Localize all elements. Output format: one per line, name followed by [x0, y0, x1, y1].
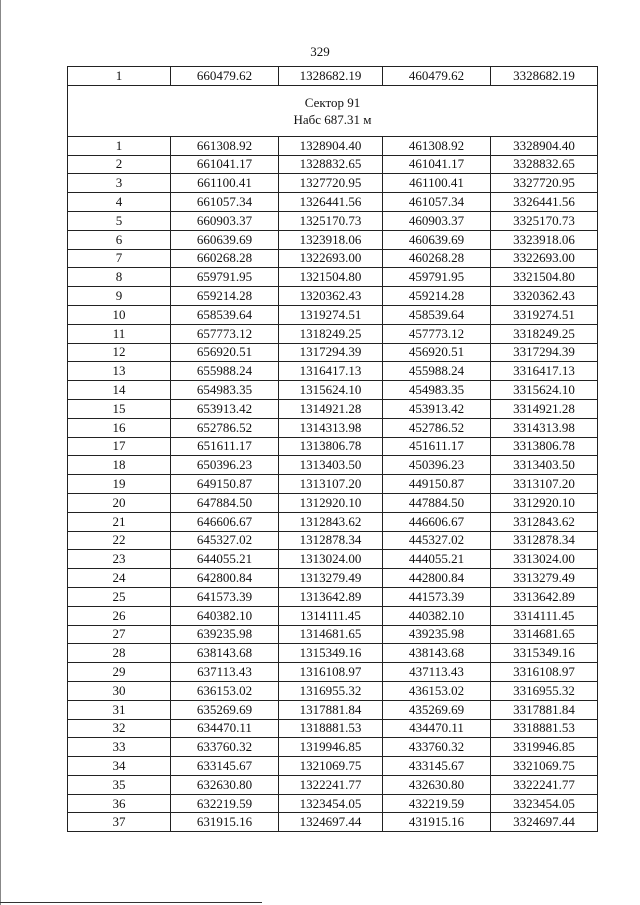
x-local-cell: 661057.34 [171, 193, 279, 212]
y-local-cell: 1324697.44 [279, 813, 383, 832]
table-row [68, 174, 598, 193]
table-row [68, 475, 598, 494]
x-global-cell: 460903.37 [383, 211, 491, 230]
point-number-cell: 30 [68, 681, 171, 700]
y-global-cell: 3312878.34 [491, 531, 598, 550]
table-row [68, 794, 598, 813]
point-number-cell: 33 [68, 738, 171, 757]
point-number-cell: 16 [68, 418, 171, 437]
x-local-cell: 660268.28 [171, 249, 279, 268]
y-local-cell: 1326441.56 [279, 193, 383, 212]
point-number-cell: 7 [68, 249, 171, 268]
y-local-cell: 1319274.51 [279, 305, 383, 324]
y-local-cell: 1323918.06 [279, 230, 383, 249]
x-local-cell: 650396.23 [171, 456, 279, 475]
y-global-cell: 3328682.19 [491, 67, 598, 86]
x-local-cell: 661100.41 [171, 174, 279, 193]
table-row [68, 644, 598, 663]
x-global-cell: 460479.62 [383, 67, 491, 86]
footnote-rule [0, 902, 262, 903]
y-global-cell: 3328904.40 [491, 136, 598, 155]
y-local-cell: 1317294.39 [279, 343, 383, 362]
y-local-cell: 1313403.50 [279, 456, 383, 475]
x-global-cell: 458539.64 [383, 305, 491, 324]
x-global-cell: 436153.02 [383, 681, 491, 700]
table-row [68, 211, 598, 230]
x-local-cell: 661308.92 [171, 136, 279, 155]
table-row [68, 757, 598, 776]
point-number-cell: 12 [68, 343, 171, 362]
table-row [68, 512, 598, 531]
x-local-cell: 632219.59 [171, 794, 279, 813]
y-local-cell: 1320362.43 [279, 287, 383, 306]
x-local-cell: 640382.10 [171, 606, 279, 625]
y-global-cell: 3313642.89 [491, 587, 598, 606]
point-number-cell: 1 [68, 67, 171, 86]
point-number-cell: 25 [68, 587, 171, 606]
x-local-cell: 637113.43 [171, 663, 279, 682]
x-global-cell: 459791.95 [383, 268, 491, 287]
table-row [68, 418, 598, 437]
y-global-cell: 3320362.43 [491, 287, 598, 306]
x-global-cell: 461057.34 [383, 193, 491, 212]
point-number-cell: 36 [68, 794, 171, 813]
point-number-cell: 35 [68, 775, 171, 794]
y-local-cell: 1323454.05 [279, 794, 383, 813]
point-number-cell: 28 [68, 644, 171, 663]
x-global-cell: 459214.28 [383, 287, 491, 306]
y-global-cell: 3317881.84 [491, 700, 598, 719]
table-row [68, 775, 598, 794]
y-global-cell: 3323454.05 [491, 794, 598, 813]
y-global-cell: 3313403.50 [491, 456, 598, 475]
x-global-cell: 455988.24 [383, 362, 491, 381]
y-local-cell: 1313107.20 [279, 475, 383, 494]
y-local-cell: 1328682.19 [279, 67, 383, 86]
y-global-cell: 3328832.65 [491, 155, 598, 174]
y-local-cell: 1327720.95 [279, 174, 383, 193]
point-number-cell: 21 [68, 512, 171, 531]
y-local-cell: 1314111.45 [279, 606, 383, 625]
x-local-cell: 632630.80 [171, 775, 279, 794]
x-local-cell: 644055.21 [171, 550, 279, 569]
y-global-cell: 3319946.85 [491, 738, 598, 757]
y-local-cell: 1321069.75 [279, 757, 383, 776]
y-global-cell: 3323918.06 [491, 230, 598, 249]
y-local-cell: 1314921.28 [279, 399, 383, 418]
y-global-cell: 3314681.65 [491, 625, 598, 644]
x-global-cell: 446606.67 [383, 512, 491, 531]
table-row [68, 67, 598, 86]
point-number-cell: 8 [68, 268, 171, 287]
table-row [68, 230, 598, 249]
x-global-cell: 461308.92 [383, 136, 491, 155]
point-number-cell: 2 [68, 155, 171, 174]
point-number-cell: 20 [68, 493, 171, 512]
x-local-cell: 642800.84 [171, 569, 279, 588]
x-local-cell: 651611.17 [171, 437, 279, 456]
point-number-cell: 11 [68, 324, 171, 343]
point-number-cell: 34 [68, 757, 171, 776]
y-global-cell: 3312843.62 [491, 512, 598, 531]
y-local-cell: 1316417.13 [279, 362, 383, 381]
x-local-cell: 654983.35 [171, 381, 279, 400]
table-row [68, 193, 598, 212]
x-local-cell: 661041.17 [171, 155, 279, 174]
x-local-cell: 655988.24 [171, 362, 279, 381]
x-local-cell: 635269.69 [171, 700, 279, 719]
table-row [68, 324, 598, 343]
point-number-cell: 29 [68, 663, 171, 682]
y-global-cell: 3316108.97 [491, 663, 598, 682]
y-global-cell: 3314313.98 [491, 418, 598, 437]
point-number-cell: 14 [68, 381, 171, 400]
point-number-cell: 6 [68, 230, 171, 249]
point-number-cell: 13 [68, 362, 171, 381]
y-global-cell: 3313107.20 [491, 475, 598, 494]
x-global-cell: 432630.80 [383, 775, 491, 794]
y-global-cell: 3322241.77 [491, 775, 598, 794]
sector-height: Набс 687.31 м [293, 111, 372, 127]
x-local-cell: 646606.67 [171, 512, 279, 531]
x-global-cell: 457773.12 [383, 324, 491, 343]
y-local-cell: 1313024.00 [279, 550, 383, 569]
x-global-cell: 440382.10 [383, 606, 491, 625]
y-local-cell: 1317881.84 [279, 700, 383, 719]
point-number-cell: 18 [68, 456, 171, 475]
table-row [68, 362, 598, 381]
y-global-cell: 3314921.28 [491, 399, 598, 418]
y-global-cell: 3315349.16 [491, 644, 598, 663]
y-global-cell: 3314111.45 [491, 606, 598, 625]
y-local-cell: 1312920.10 [279, 493, 383, 512]
y-local-cell: 1313279.49 [279, 569, 383, 588]
y-global-cell: 3327720.95 [491, 174, 598, 193]
x-local-cell: 658539.64 [171, 305, 279, 324]
table-row [68, 381, 598, 400]
point-number-cell: 23 [68, 550, 171, 569]
y-local-cell: 1314313.98 [279, 418, 383, 437]
y-global-cell: 3319274.51 [491, 305, 598, 324]
y-local-cell: 1319946.85 [279, 738, 383, 757]
point-number-cell: 3 [68, 174, 171, 193]
y-global-cell: 3326441.56 [491, 193, 598, 212]
point-number-cell: 5 [68, 211, 171, 230]
y-local-cell: 1312878.34 [279, 531, 383, 550]
x-global-cell: 439235.98 [383, 625, 491, 644]
y-local-cell: 1312843.62 [279, 512, 383, 531]
x-global-cell: 450396.23 [383, 456, 491, 475]
y-local-cell: 1315624.10 [279, 381, 383, 400]
y-global-cell: 3321069.75 [491, 757, 598, 776]
table-row [68, 625, 598, 644]
y-global-cell: 3312920.10 [491, 493, 598, 512]
table-row [68, 663, 598, 682]
y-local-cell: 1313642.89 [279, 587, 383, 606]
point-number-cell: 9 [68, 287, 171, 306]
x-global-cell: 438143.68 [383, 644, 491, 663]
y-global-cell: 3313279.49 [491, 569, 598, 588]
sector-title: Сектор 91 [304, 94, 361, 110]
x-local-cell: 656920.51 [171, 343, 279, 362]
y-global-cell: 3321504.80 [491, 268, 598, 287]
y-global-cell: 3322693.00 [491, 249, 598, 268]
y-local-cell: 1314681.65 [279, 625, 383, 644]
table-row [68, 136, 598, 155]
y-local-cell: 1322693.00 [279, 249, 383, 268]
table-row [68, 249, 598, 268]
x-global-cell: 435269.69 [383, 700, 491, 719]
x-local-cell: 634470.11 [171, 719, 279, 738]
y-local-cell: 1328904.40 [279, 136, 383, 155]
y-global-cell: 3313024.00 [491, 550, 598, 569]
x-global-cell: 444055.21 [383, 550, 491, 569]
coordinates-table [67, 66, 598, 832]
y-local-cell: 1328832.65 [279, 155, 383, 174]
x-local-cell: 633760.32 [171, 738, 279, 757]
table-row [68, 456, 598, 475]
table-row [68, 700, 598, 719]
table-row [68, 531, 598, 550]
sector-header-cell [68, 85, 598, 136]
x-local-cell: 659214.28 [171, 287, 279, 306]
table-row [68, 287, 598, 306]
y-local-cell: 1313806.78 [279, 437, 383, 456]
table-row [68, 813, 598, 832]
table-row [68, 606, 598, 625]
point-number-cell: 15 [68, 399, 171, 418]
point-number-cell: 27 [68, 625, 171, 644]
x-global-cell: 454983.35 [383, 381, 491, 400]
point-number-cell: 19 [68, 475, 171, 494]
x-local-cell: 660903.37 [171, 211, 279, 230]
x-global-cell: 447884.50 [383, 493, 491, 512]
x-local-cell: 652786.52 [171, 418, 279, 437]
y-local-cell: 1315349.16 [279, 644, 383, 663]
table-row [68, 719, 598, 738]
x-global-cell: 437113.43 [383, 663, 491, 682]
table-row [68, 569, 598, 588]
y-global-cell: 3324697.44 [491, 813, 598, 832]
y-global-cell: 3316955.32 [491, 681, 598, 700]
y-global-cell: 3315624.10 [491, 381, 598, 400]
x-local-cell: 638143.68 [171, 644, 279, 663]
x-local-cell: 636153.02 [171, 681, 279, 700]
y-global-cell: 3313806.78 [491, 437, 598, 456]
y-local-cell: 1321504.80 [279, 268, 383, 287]
y-local-cell: 1316955.32 [279, 681, 383, 700]
x-global-cell: 456920.51 [383, 343, 491, 362]
x-local-cell: 647884.50 [171, 493, 279, 512]
x-local-cell: 657773.12 [171, 324, 279, 343]
x-local-cell: 645327.02 [171, 531, 279, 550]
page-number: 329 [310, 44, 330, 59]
x-local-cell: 653913.42 [171, 399, 279, 418]
x-local-cell: 641573.39 [171, 587, 279, 606]
coordinates-table-body [68, 67, 598, 832]
point-number-cell: 1 [68, 136, 171, 155]
point-number-cell: 24 [68, 569, 171, 588]
y-global-cell: 3325170.73 [491, 211, 598, 230]
point-number-cell: 31 [68, 700, 171, 719]
table-row [68, 550, 598, 569]
x-global-cell: 445327.02 [383, 531, 491, 550]
x-global-cell: 451611.17 [383, 437, 491, 456]
x-global-cell: 441573.39 [383, 587, 491, 606]
y-global-cell: 3316417.13 [491, 362, 598, 381]
table-row [68, 437, 598, 456]
page-edge-line [0, 0, 1, 905]
y-local-cell: 1316108.97 [279, 663, 383, 682]
sector-header-row [68, 85, 598, 136]
x-global-cell: 431915.16 [383, 813, 491, 832]
x-local-cell: 633145.67 [171, 757, 279, 776]
table-row [68, 738, 598, 757]
y-local-cell: 1322241.77 [279, 775, 383, 794]
x-global-cell: 460639.69 [383, 230, 491, 249]
x-global-cell: 461041.17 [383, 155, 491, 174]
point-number-cell: 22 [68, 531, 171, 550]
y-global-cell: 3318881.53 [491, 719, 598, 738]
x-local-cell: 659791.95 [171, 268, 279, 287]
x-global-cell: 433145.67 [383, 757, 491, 776]
x-local-cell: 660639.69 [171, 230, 279, 249]
y-global-cell: 3318249.25 [491, 324, 598, 343]
x-local-cell: 649150.87 [171, 475, 279, 494]
table-row [68, 681, 598, 700]
x-global-cell: 432219.59 [383, 794, 491, 813]
y-global-cell: 3317294.39 [491, 343, 598, 362]
table-row [68, 305, 598, 324]
x-global-cell: 461100.41 [383, 174, 491, 193]
table-row [68, 399, 598, 418]
table-row [68, 268, 598, 287]
x-global-cell: 460268.28 [383, 249, 491, 268]
point-number-cell: 17 [68, 437, 171, 456]
y-local-cell: 1325170.73 [279, 211, 383, 230]
point-number-cell: 4 [68, 193, 171, 212]
x-local-cell: 639235.98 [171, 625, 279, 644]
y-local-cell: 1318249.25 [279, 324, 383, 343]
point-number-cell: 26 [68, 606, 171, 625]
x-global-cell: 433760.32 [383, 738, 491, 757]
table-row [68, 493, 598, 512]
x-global-cell: 434470.11 [383, 719, 491, 738]
x-global-cell: 453913.42 [383, 399, 491, 418]
point-number-cell: 32 [68, 719, 171, 738]
table-row [68, 155, 598, 174]
point-number-cell: 37 [68, 813, 171, 832]
x-global-cell: 449150.87 [383, 475, 491, 494]
x-global-cell: 452786.52 [383, 418, 491, 437]
x-global-cell: 442800.84 [383, 569, 491, 588]
table-row [68, 343, 598, 362]
x-local-cell: 631915.16 [171, 813, 279, 832]
y-local-cell: 1318881.53 [279, 719, 383, 738]
point-number-cell: 10 [68, 305, 171, 324]
x-local-cell: 660479.62 [171, 67, 279, 86]
table-row [68, 587, 598, 606]
